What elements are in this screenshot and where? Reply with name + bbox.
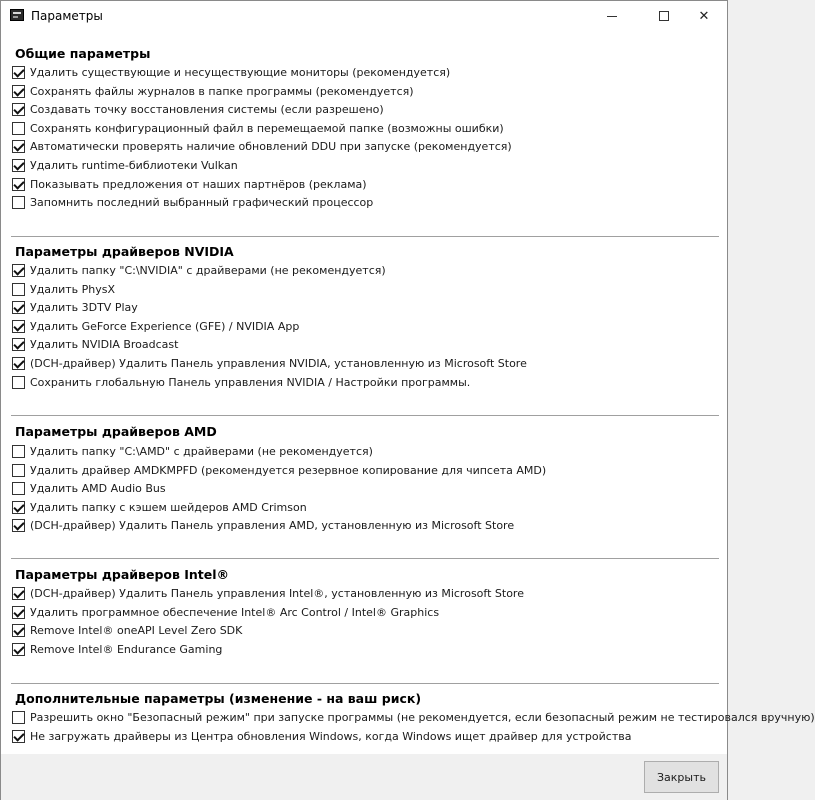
window-title: Параметры [31,9,103,23]
nvidia-option-4[interactable] [12,319,299,334]
general-option-4[interactable] [12,121,504,136]
option-label: Remove Intel® oneAPI Level Zero SDK [30,624,243,638]
option-label: (DCH-драйвер) Удалить Панель управления Intel®, установленную из Microsoft Store [30,587,524,600]
checkbox[interactable] [12,643,25,656]
option-label: Удалить папку "C:\AMD" с драйверами (не рекомендуется) [30,445,373,458]
advanced-section-title: Дополнительные параметры (изменение - на ваш риск) [15,691,422,706]
checkbox[interactable] [12,320,25,333]
option-label: (DCH-драйвер) Удалить Панель управления NVIDIA, установленную из Microsoft Store [30,357,527,370]
general-option-3[interactable] [12,102,384,117]
general-option-7[interactable] [12,177,367,192]
option-label: Удалить runtime-библиотеки Vulkan [30,159,238,172]
app-icon [10,9,24,21]
settings-content [1,31,815,758]
option-label: Удалить папку с кэшем шейдеров AMD Crimson [30,500,307,514]
amd-option-2[interactable] [12,463,546,478]
nvidia-option-6[interactable] [12,356,527,371]
option-label: Удалить программное обеспечение Intel® Arc Control / Intel® Graphics [30,605,440,619]
option-label: Удалить папку "C:\NVIDIA" с драйверами (не рекомендуется) [30,264,386,277]
checkbox[interactable] [12,730,25,743]
option-label: Удалить 3DTV Play [30,301,138,315]
checkbox[interactable] [12,464,25,477]
checkbox[interactable] [12,338,25,351]
checkbox[interactable] [12,178,25,191]
checkbox[interactable] [12,357,25,370]
general-option-8[interactable] [12,195,373,210]
checkbox[interactable] [12,711,25,724]
option-label: Показывать предложения от наших партнёров (реклама) [30,177,367,191]
option-label: Сохранить глобальную Панель управления NVIDIA / Настройки программы. [30,375,471,389]
intel-option-2[interactable] [12,605,439,620]
nvidia-option-3[interactable] [12,300,138,315]
option-label: Удалить PhysX [30,282,115,296]
amd-option-3[interactable] [12,481,166,496]
checkbox[interactable] [12,606,25,619]
checkbox[interactable] [12,159,25,172]
checkbox[interactable] [12,283,25,296]
general-option-2[interactable] [12,84,414,99]
checkbox[interactable] [12,66,25,79]
nvidia-option-5[interactable] [12,337,178,352]
general-section-title: Общие параметры [15,46,151,61]
checkbox[interactable] [12,196,25,209]
footer [1,754,727,800]
amd-section-title: Параметры драйверов AMD [15,424,217,439]
maximize-icon [659,11,669,21]
option-label: Разрешить окно "Безопасный режим" при запуске программы (не рекомендуется, если безопасный режим не тестировался вручную) [30,711,815,724]
checkbox[interactable] [12,445,25,458]
option-label: Удалить GeForce Experience (GFE) / NVIDIA App [30,319,300,333]
checkbox[interactable] [12,264,25,277]
close-window-button[interactable] [681,1,727,31]
option-label: Remove Intel® Endurance Gaming [30,642,223,656]
minimize-button[interactable] [589,1,635,31]
minimize-icon [607,16,617,17]
checkbox[interactable] [12,482,25,495]
advanced-option-2[interactable] [12,729,631,744]
checkbox[interactable] [12,85,25,98]
option-label: Не загружать драйверы из Центра обновления Windows, когда Windows ищет драйвер для устройства [30,729,632,743]
separator [11,415,719,417]
amd-option-1[interactable] [12,444,373,459]
option-label: Удалить NVIDIA Broadcast [30,338,179,352]
option-label: Создавать точку восстановления системы (если разрешено) [30,103,384,117]
separator [11,558,719,560]
intel-option-1[interactable] [12,586,524,601]
general-option-1[interactable] [12,65,450,80]
intel-option-3[interactable] [12,623,242,638]
nvidia-option-2[interactable] [12,282,115,297]
option-label: Удалить существующие и несуществующие мониторы (рекомендуется) [30,66,451,79]
option-label: Запомнить последний выбранный графический процессор [30,196,374,210]
option-label: Удалить драйвер AMDKMPFD (рекомендуется резервное копирование для чипсета AMD) [30,463,547,477]
option-label: (DCH-драйвер) Удалить Панель управления AMD, установленную из Microsoft Store [30,519,515,533]
separator [11,683,719,685]
checkbox[interactable] [12,587,25,600]
intel-option-4[interactable] [12,642,222,657]
option-label: Автоматически проверять наличие обновлений DDU при запуске (рекомендуется) [30,140,512,154]
general-option-5[interactable] [12,139,512,154]
checkbox[interactable] [12,519,25,532]
option-label: Сохранять файлы журналов в папке программы (рекомендуется) [30,84,414,98]
checkbox[interactable] [12,122,25,135]
checkbox[interactable] [12,376,25,389]
nvidia-option-1[interactable] [12,263,386,278]
amd-option-5[interactable] [12,518,514,533]
advanced-option-1[interactable] [12,710,815,725]
title-bar [1,1,727,31]
checkbox[interactable] [12,624,25,637]
option-label: Сохранять конфигурационный файл в перемещаемой папке (возможны ошибки) [30,121,504,135]
separator [11,236,719,238]
amd-option-4[interactable] [12,500,307,515]
close-icon: ✕ [698,8,710,24]
checkbox[interactable] [12,501,25,514]
intel-section-title: Параметры драйверов Intel® [15,567,230,582]
general-option-6[interactable] [12,158,238,173]
checkbox[interactable] [12,301,25,314]
nvidia-section-title: Параметры драйверов NVIDIA [15,244,234,259]
nvidia-option-7[interactable] [12,375,470,390]
checkbox[interactable] [12,140,25,153]
option-label: Удалить AMD Audio Bus [30,482,166,496]
close-button[interactable]: Закрыть [644,761,719,793]
checkbox[interactable] [12,103,25,116]
